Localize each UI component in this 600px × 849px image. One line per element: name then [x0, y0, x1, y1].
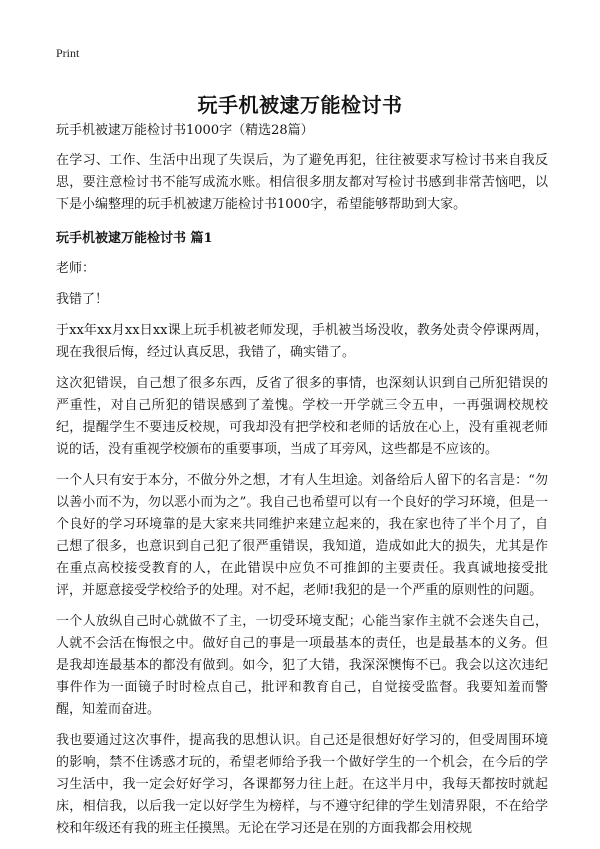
intro-paragraph: 在学习、工作、生活中出现了失误后，为了避免再犯，往往被要求写检讨书来自我反思，要注意检讨书不能写成流水账。相信很多朋友都对写检讨书感到非常苦恼吧，以下是小编整理的玩手机被逮万能检讨书1000字，希望能够帮助到大家。 [56, 153, 548, 212]
body-paragraph-6: 我也要通过这次事件，提高我的思想认识。自己还是很想好好学习的，但受周围环境的影响，禁不住诱惑才玩的，希望老师给予我一个做好学生的一个机会，在今后的学习生活中，我一定会好好学习，各课都努力往上赶。在这半月中，我每天都按时就起床，相信我，以后我一定以好学生为榜样，与不遵守纪律的学生划清界限，不在给学校和年级还有我的班主任摸黑。无论在学习还是在别的方面我都会用校规 [56, 733, 548, 836]
body-paragraph-2: 于xx年xx月xx日xx课上玩手机被老师发现，手机被当场没收，教务处责令停课两周，现在我很后悔，经过认真反思，我错了，确实错了。 [56, 323, 548, 360]
document-body [56, 120, 548, 849]
body-paragraph-5: 一个人放纵自己时心就做不了主，一切受环境支配；心能当家作主就不会迷失自己，人就不会活在悔恨之中。做好自己的事是一项最基本的责任，也是最基本的义务。但是我却连最基本的都没有做到。如今，犯了大错，我深深懊悔不已。我会以这次违纪事件作为一面镜子时时检点自己，批评和教育自己，自觉接受监督。我要知羞而警醒，知羞而奋进。 [56, 614, 548, 717]
salutation: 老师： [56, 261, 96, 276]
document-subtitle: 玩手机被逮万能检讨书1000字（精选28篇） [56, 123, 314, 138]
body-paragraph-4: 一个人只有安于本分，不做分外之想，才有人生坦途。刘备给后人留下的名言是：“勿以善小而不为，勿以恶小而为之”。我自己也希望可以有一个良好的学习环境，但是一个良好的学习环境靠的是大家来共同维护来建立起来的，我在家也待了半个月了，自己想了很多，也意识到自己犯了很严重错误，我知道，造成如此大的损失，尤其是作在重点高校接受教育的人，在此错误中应负不可推卸的主要责任。我真诚地接受批评，并愿意接受学校给予的处理。对不起，老师!我犯的是一个严重的原则性的问题。 [56, 473, 548, 598]
body-paragraph-3: 这次犯错误，自己想了很多东西，反省了很多的事情，也深刻认识到自己所犯错误的严重性，对自己所犯的错误感到了羞愧。学校一开学就三令五申，一再强调校规校纪，提醒学生不要违反校规，可我却没有把学校和老师的话放在心上，没有重视老师说的话，没有重视学校颁布的重要事项，当成了耳旁风，这些都是不应该的。 [56, 376, 548, 457]
print-link[interactable]: Print [56, 46, 80, 60]
body-paragraph-1: 我错了！ [56, 292, 109, 307]
page-title: 玩手机被逮万能检讨书 [197, 93, 403, 118]
section-heading: 玩手机被逮万能检讨书 篇1 [56, 231, 213, 246]
